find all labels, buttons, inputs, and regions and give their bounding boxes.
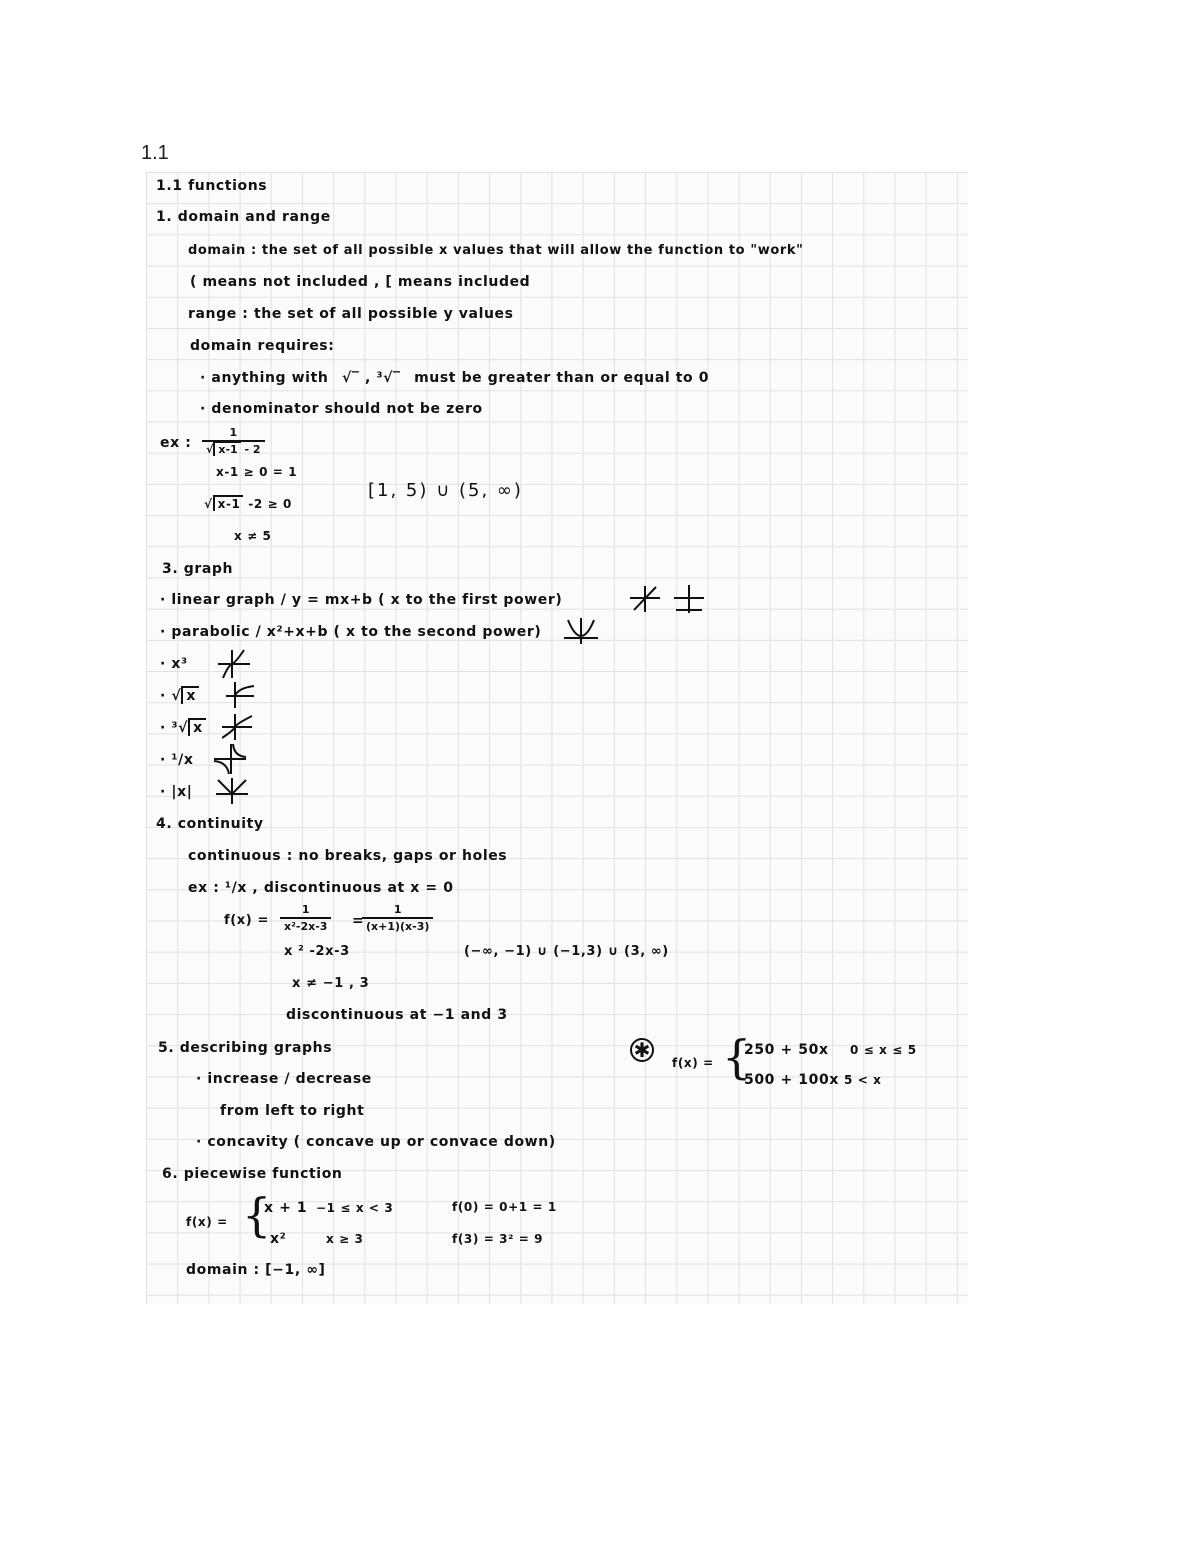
continuity-fraction-1 bbox=[280, 903, 331, 933]
example-radicand: x-1 bbox=[213, 441, 240, 456]
abs-graph-note: · |x| bbox=[160, 784, 193, 800]
abs-sketch bbox=[216, 776, 250, 806]
example-step-3: x ≠ 5 bbox=[234, 529, 272, 543]
section5-heading: 5. describing graphs bbox=[158, 1040, 333, 1056]
example-denominator-rest: - 2 bbox=[240, 443, 261, 456]
star-marker: ✱ bbox=[630, 1038, 654, 1062]
section6-heading: 6. piecewise function bbox=[162, 1166, 343, 1182]
cbrt-radicand: x bbox=[188, 718, 206, 736]
range-definition: range : the set of all possible y values bbox=[188, 306, 514, 322]
reciprocal-sketch bbox=[214, 742, 248, 776]
domain-requires: domain requires: bbox=[190, 338, 335, 354]
reciprocal-graph-note: · ¹/x bbox=[160, 752, 194, 768]
linear-graph-sketch bbox=[630, 584, 710, 614]
example-label: ex : bbox=[160, 435, 192, 451]
section1-heading: 1. domain and range bbox=[156, 209, 331, 225]
continuity-numerator-1: 1 bbox=[301, 903, 310, 916]
example-answer: [1, 5) ∪ (5, ∞) bbox=[368, 480, 523, 501]
piecewise-example-condition-2: 5 < x bbox=[844, 1073, 882, 1087]
paren-note: ( means not included , [ means included bbox=[190, 274, 531, 290]
cbrt-graph-note: · ³√ x bbox=[160, 721, 206, 735]
describing-left-to-right: from left to right bbox=[220, 1103, 365, 1119]
requirement-denominator: · denominator should not be zero bbox=[200, 401, 483, 417]
sqrt-graph-note: · √ x bbox=[160, 689, 199, 703]
piecewise-condition-2: x ≥ 3 bbox=[326, 1232, 364, 1246]
continuity-polynomial: x ² -2x-3 bbox=[284, 944, 350, 959]
parabolic-graph-note: · parabolic / x²+x+b ( x to the second power) bbox=[160, 624, 542, 640]
requirement-radicals-suffix: must be greater than or equal to 0 bbox=[414, 370, 710, 386]
piecewise-domain: domain : [−1, ∞] bbox=[186, 1262, 326, 1278]
cubic-graph-note: · x³ bbox=[160, 656, 188, 672]
section3-heading: 3. graph bbox=[162, 561, 234, 577]
linear-graph-note: · linear graph / y = mx+b ( x to the first power) bbox=[160, 592, 563, 608]
cbrt-prefix: · ³ bbox=[160, 720, 179, 736]
sqrt-radicand: x bbox=[181, 686, 199, 704]
continuity-denominator-2: (x+1)(x-3) bbox=[362, 917, 433, 933]
piecewise-condition-1: −1 ≤ x < 3 bbox=[316, 1201, 394, 1215]
piecewise-evaluation-2: f(3) = 3² = 9 bbox=[452, 1232, 544, 1246]
requirement-radicals bbox=[200, 371, 709, 385]
piecewise-example-brace: { bbox=[722, 1030, 752, 1084]
cubic-sketch bbox=[218, 648, 252, 680]
example-step-2: √ x-1 -2 ≥ 0 bbox=[204, 497, 292, 511]
parabola-sketch bbox=[564, 616, 600, 646]
piecewise-example-case-2: 500 + 100x bbox=[744, 1072, 839, 1088]
page-heading: 1.1 bbox=[141, 142, 169, 164]
grid-notes-sheet bbox=[146, 172, 968, 1304]
piecewise-example-case-1: 250 + 50x bbox=[744, 1042, 829, 1058]
piecewise-example-label: f(x) = bbox=[672, 1056, 714, 1070]
domain-definition: domain : the set of all possible x values that will allow the function to "work" bbox=[188, 243, 804, 258]
piecewise-example-condition-1: 0 ≤ x ≤ 5 bbox=[850, 1043, 917, 1057]
section4-heading: 4. continuity bbox=[156, 816, 264, 832]
continuity-function-label: f(x) = bbox=[224, 913, 269, 928]
describing-increase-decrease: · increase / decrease bbox=[196, 1071, 372, 1087]
example-step-2-radicand: x-1 bbox=[213, 495, 244, 511]
continuity-conclusion: discontinuous at −1 and 3 bbox=[286, 1007, 508, 1023]
piecewise-case-2: x² bbox=[270, 1231, 287, 1247]
example-fraction bbox=[202, 426, 265, 456]
continuity-exclusions: x ≠ −1 , 3 bbox=[292, 976, 370, 991]
continuity-numerator-2: 1 bbox=[393, 903, 402, 916]
piecewise-case-1: x + 1 bbox=[264, 1200, 308, 1216]
continuity-fraction-2 bbox=[362, 903, 433, 933]
piecewise-function-label: f(x) = bbox=[186, 1215, 228, 1229]
requirement-radicals-prefix: · anything with bbox=[200, 370, 329, 386]
piecewise-evaluation-1: f(0) = 0+1 = 1 bbox=[452, 1200, 557, 1214]
continuity-example: ex : ¹/x , discontinuous at x = 0 bbox=[188, 880, 454, 896]
example-denominator: √ x-1 - 2 bbox=[202, 440, 265, 456]
notes-title: 1.1 functions bbox=[156, 178, 268, 194]
continuity-definition: continuous : no breaks, gaps or holes bbox=[188, 848, 508, 864]
example-step-2-rest: -2 ≥ 0 bbox=[243, 497, 292, 511]
continuity-denominator-1: x²-2x-3 bbox=[280, 917, 331, 933]
radical-symbols: √‾ , ³√‾ bbox=[341, 370, 401, 386]
continuity-interval: (−∞, −1) ∪ (−1,3) ∪ (3, ∞) bbox=[464, 944, 669, 959]
piecewise-function-brace: { bbox=[242, 1188, 272, 1242]
cbrt-sketch bbox=[222, 712, 254, 742]
sqrt-prefix: · bbox=[160, 688, 166, 704]
describing-concavity: · concavity ( concave up or convace down) bbox=[196, 1134, 556, 1150]
example-numerator: 1 bbox=[229, 426, 238, 439]
sqrt-sketch bbox=[226, 680, 256, 710]
example-step-1: x-1 ≥ 0 = 1 bbox=[216, 465, 298, 479]
continuity-equals: = bbox=[352, 913, 365, 929]
